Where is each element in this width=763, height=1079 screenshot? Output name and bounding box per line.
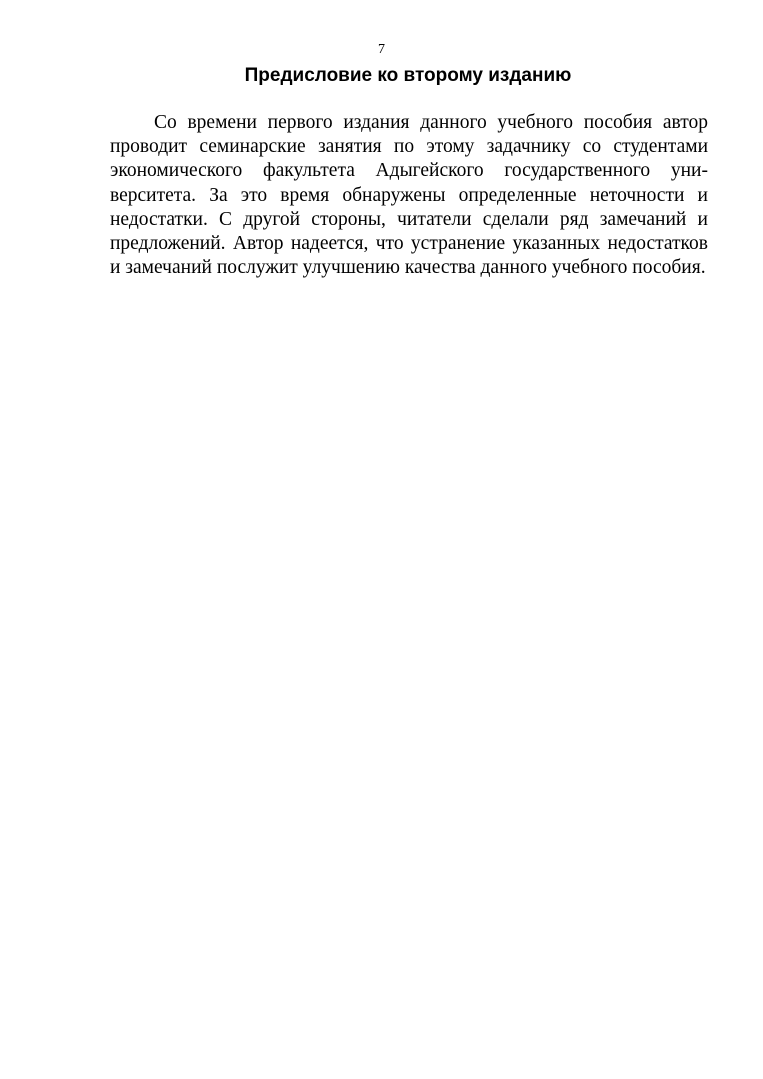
section-heading: Предисловие ко второму изданию: [244, 65, 572, 86]
body-paragraph: Со времени первого издания данного учебного пособия автор проводит семинарские занятия по этому задачнику со студентами экономического факультета Адыгейского государственного университета. За это время обнаружены определенные неточности и недостатки. С другой стороны, читатели сделали ряд замечаний и предложений. Автор надеется, что устранение указанных недостатков и замечаний послужит улучшению качества данного учебного пособия.: [110, 112, 708, 279]
page-number: 7: [378, 42, 385, 57]
